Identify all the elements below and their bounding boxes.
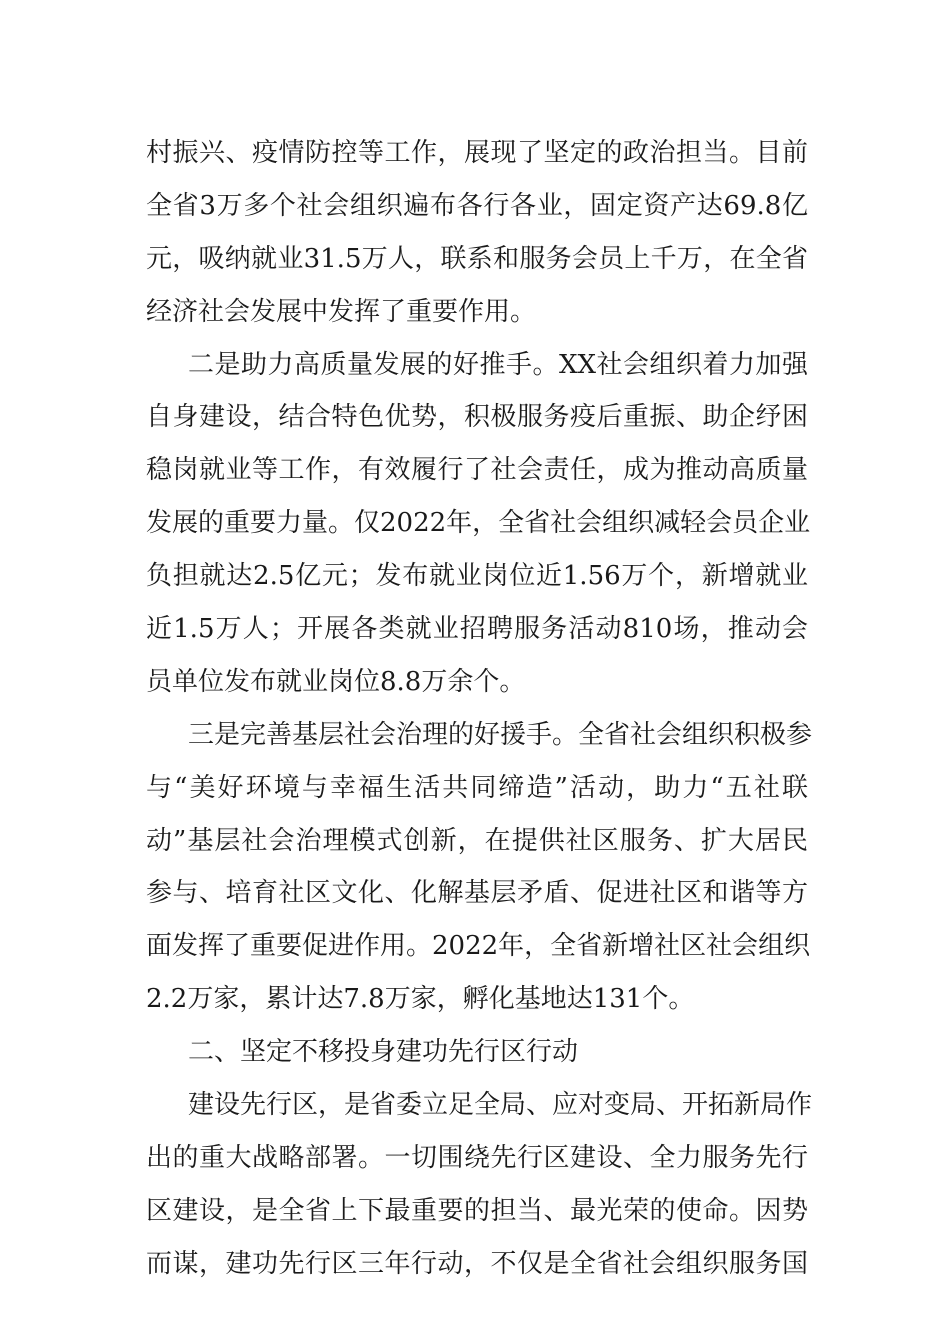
text-line: 动”基层社会治理模式创新，在提供社区服务、扩大居民 (146, 825, 808, 856)
document-body (146, 127, 813, 1291)
text-line: 村振兴、疫情防控等工作，展现了坚定的政治担当。目前 (146, 138, 808, 168)
paragraph-first-line: 建设先行区，是省委立足全局、应对变局、开拓新局作 (188, 1090, 813, 1121)
text-line: 全省3万多个社会组织遍布各行各业，固定资产达69.8亿 (146, 190, 808, 221)
text-line: 负担就达2.5亿元；发布就业岗位近1.56万个，新增就业 (146, 561, 808, 592)
section-heading: 二、坚定不移投身建功先行区行动 (188, 1037, 579, 1068)
paragraph-heading-line: 三是完善基层社会治理的好援手。全省社会组织积极参 (188, 719, 813, 750)
text-line: 出的重大战略部署。一切围绕先行区建设、全力服务先行 (146, 1142, 808, 1173)
text-line: 与“美好环境与幸福生活共同缔造”活动，助力“五社联 (146, 772, 808, 803)
text-line: 自身建设，结合特色优势，积极服务疫后重振、助企纾困 (146, 402, 808, 433)
text-line: 员单位发布就业岗位8.8万余个。 (146, 666, 526, 697)
text-line: 而谋，建功先行区三年行动，不仅是全省社会组织服务国 (146, 1248, 808, 1279)
text-line: 参与、培育社区文化、化解基层矛盾、促进社区和谐等方 (146, 878, 808, 909)
text-line: 元，吸纳就业31.5万人，联系和服务会员上千万，在全省 (146, 243, 808, 274)
text-line: 稳岗就业等工作，有效履行了社会责任，成为推动高质量 (146, 455, 808, 486)
text-line: 2.2万家，累计达7.8万家，孵化基地达131个。 (146, 984, 695, 1015)
text-line: 区建设，是全省上下最重要的担当、最光荣的使命。因势 (146, 1195, 808, 1226)
text-line: 发展的重要力量。仅2022年，全省社会组织减轻会员企业 (146, 508, 811, 539)
text-line: 经济社会发展中发挥了重要作用。 (146, 296, 537, 327)
text-line: 近1.5万人；开展各类就业招聘服务活动810场，推动会 (146, 614, 808, 645)
paragraph-heading-line: 二是助力高质量发展的好推手。XX社会组织着力加强 (188, 349, 808, 380)
text-line: 面发挥了重要促进作用。2022年，全省新增社区社会组织 (146, 931, 811, 962)
